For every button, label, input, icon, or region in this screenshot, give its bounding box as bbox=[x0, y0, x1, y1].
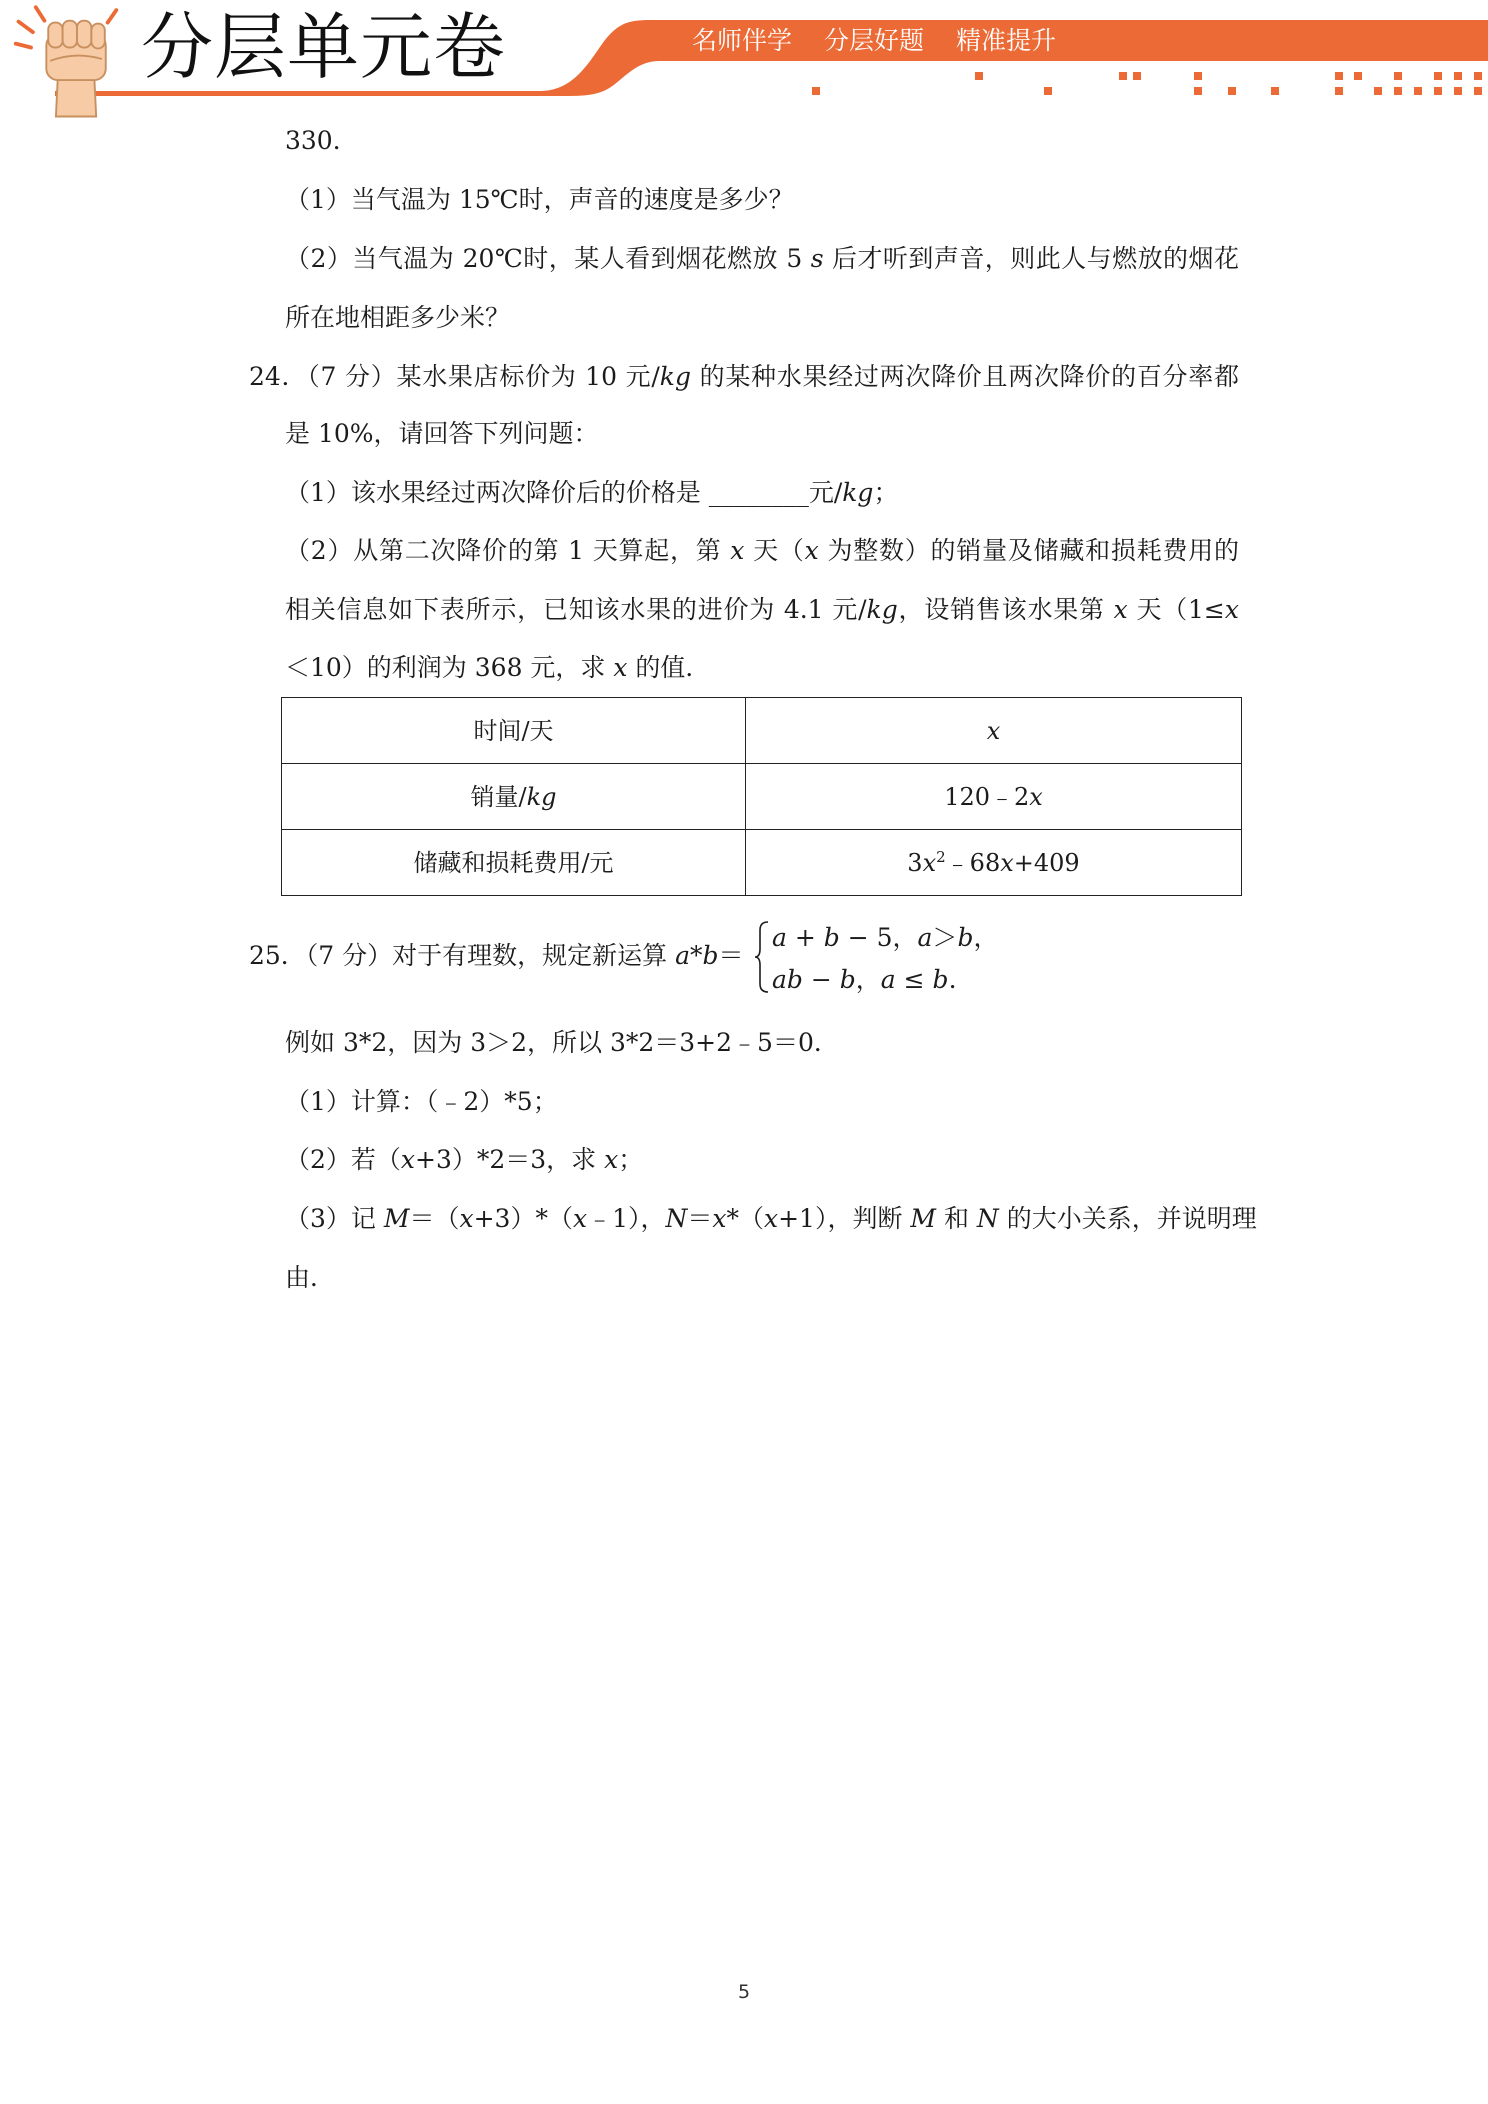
text-run: +3）*2＝3，求 bbox=[415, 1145, 605, 1174]
question-line bbox=[249, 360, 1239, 394]
text-run: ＝ bbox=[718, 941, 744, 970]
italic-variable: x bbox=[804, 536, 819, 565]
question-line bbox=[285, 1026, 839, 1060]
question-line bbox=[285, 1085, 558, 1119]
italic-variable: N bbox=[665, 1204, 688, 1233]
piecewise-case bbox=[772, 963, 957, 997]
text-run: 的某种水果经过两次降价且两次降价的百分率都 bbox=[690, 362, 1239, 391]
question-line bbox=[285, 534, 1239, 568]
text-run: 天（ bbox=[744, 536, 805, 565]
table-label-cell bbox=[282, 830, 746, 896]
decorative-dots bbox=[812, 72, 1482, 95]
italic-variable: x bbox=[986, 716, 1001, 745]
text-run: − 5， bbox=[839, 923, 918, 952]
text-run: 120﹣2 bbox=[944, 782, 1030, 811]
text-run: （3）记 bbox=[285, 1204, 384, 1233]
text-run: +3）*（ bbox=[473, 1204, 573, 1233]
italic-variable: a bbox=[675, 941, 691, 970]
text-run: 天（1≤ bbox=[1127, 595, 1225, 624]
question-line bbox=[285, 651, 710, 685]
text-run: 后才听到声音，则此人与燃放的烟花 bbox=[823, 244, 1239, 273]
superscript-text: 2 bbox=[936, 847, 946, 866]
italic-variable: kg bbox=[842, 478, 874, 507]
italic-variable: a bbox=[917, 923, 933, 952]
slogan-item: 精准提升 bbox=[955, 26, 1056, 55]
italic-variable: x bbox=[1224, 595, 1239, 624]
text-run: − bbox=[802, 965, 840, 994]
text-run: 由． bbox=[285, 1263, 336, 1292]
text-run: ， bbox=[973, 923, 999, 952]
question-line bbox=[285, 242, 1239, 276]
data-table bbox=[281, 697, 1242, 896]
text-run: 是 10%，请回答下列问题： bbox=[285, 419, 599, 448]
italic-variable: x bbox=[459, 1204, 474, 1233]
italic-variable: a bbox=[880, 965, 896, 994]
text-run: 为整数）的销量及储藏和损耗费用的 bbox=[818, 536, 1240, 565]
text-run: . bbox=[948, 965, 957, 994]
question-line bbox=[285, 476, 898, 510]
table-row bbox=[282, 830, 1242, 896]
question-line bbox=[285, 183, 794, 217]
text-run: （1）该水果经过两次降价后的价格是 ________元/ bbox=[285, 478, 843, 507]
text-run: 时间/天 bbox=[473, 716, 554, 745]
table-value-cell bbox=[746, 830, 1242, 896]
question-line bbox=[285, 1143, 643, 1177]
italic-variable: ab bbox=[772, 965, 803, 994]
table-row bbox=[282, 764, 1242, 830]
text-run: 相关信息如下表所示，已知该水果的进价为 4.1 元/ bbox=[285, 595, 867, 624]
table-label-cell bbox=[282, 698, 746, 764]
italic-variable: a bbox=[772, 923, 787, 952]
italic-variable: b bbox=[702, 941, 719, 970]
italic-variable: x bbox=[1029, 782, 1043, 811]
italic-variable: b bbox=[957, 923, 974, 952]
text-run: +1），判断 bbox=[778, 1204, 911, 1233]
text-run: ≤ bbox=[895, 965, 933, 994]
italic-variable: x bbox=[763, 1204, 779, 1233]
question-line bbox=[285, 124, 358, 158]
text-run: ﹣68 bbox=[945, 848, 1001, 877]
slogan-item: 名师伴学 bbox=[692, 26, 793, 55]
slogan-item: 分层好题 bbox=[823, 26, 924, 55]
italic-variable: x bbox=[613, 653, 628, 682]
question-line bbox=[285, 1202, 1257, 1236]
italic-variable: s bbox=[810, 244, 824, 273]
text-run: 24．（7 分）某水果店标价为 10 元/ bbox=[249, 362, 660, 391]
question-line bbox=[285, 1261, 335, 1295]
text-run: 例如 3*2，因为 3＞2，所以 3*2＝3+2﹣5＝0． bbox=[285, 1028, 839, 1057]
italic-variable: M bbox=[910, 1204, 937, 1233]
question-line bbox=[285, 417, 599, 451]
text-run: 的值． bbox=[627, 653, 711, 682]
text-run: ＝ bbox=[687, 1204, 713, 1233]
italic-variable: x bbox=[572, 1204, 588, 1233]
italic-variable: x bbox=[730, 536, 745, 565]
italic-variable: M bbox=[383, 1204, 410, 1233]
text-run: ＞ bbox=[932, 923, 958, 952]
table-value-cell bbox=[746, 764, 1242, 830]
text-run: 和 bbox=[936, 1204, 977, 1233]
italic-variable: x bbox=[604, 1145, 619, 1174]
text-run: ； bbox=[873, 478, 899, 507]
italic-variable: b bbox=[932, 965, 949, 994]
text-run: 所在地相距多少米？ bbox=[285, 303, 511, 332]
italic-variable: x bbox=[922, 848, 937, 877]
text-run: * bbox=[690, 941, 703, 970]
question-line bbox=[285, 301, 510, 335]
brand-title: 分层单元卷 bbox=[141, 5, 507, 89]
text-run: （2）若（ bbox=[285, 1145, 401, 1174]
page-number: 5 bbox=[737, 1981, 751, 2003]
italic-variable: kg bbox=[659, 362, 691, 391]
text-run: ﹣1）， bbox=[587, 1204, 666, 1233]
text-run: *（ bbox=[726, 1204, 764, 1233]
text-run: ＜10）的利润为 368 元，求 bbox=[285, 653, 614, 682]
text-run: （1）当气温为 15℃时，声音的速度是多少？ bbox=[285, 185, 794, 214]
text-run: + bbox=[786, 923, 824, 952]
table-value-cell bbox=[746, 698, 1242, 764]
text-run: （2）当气温为 20℃时，某人看到烟花燃放 5 bbox=[285, 244, 811, 273]
text-run: ，设销售该水果第 bbox=[897, 595, 1114, 624]
italic-variable: kg bbox=[866, 595, 898, 624]
table-row bbox=[282, 698, 1242, 764]
text-run: 销量/ bbox=[470, 782, 527, 811]
text-run: 25．（7 分）对于有理数，规定新运算 bbox=[249, 941, 676, 970]
italic-variable: x bbox=[1113, 595, 1128, 624]
brace-symbol bbox=[754, 921, 770, 993]
text-run: 储藏和损耗费用/元 bbox=[413, 848, 614, 877]
text-run: 3 bbox=[907, 848, 923, 877]
question-line bbox=[285, 593, 1239, 627]
text-run: +409 bbox=[1013, 848, 1080, 877]
slogan-banner bbox=[692, 20, 1056, 61]
italic-variable: b bbox=[839, 965, 856, 994]
italic-variable: x bbox=[712, 1204, 727, 1233]
piecewise-case bbox=[772, 921, 998, 955]
fist-icon bbox=[8, 0, 123, 118]
table-label-cell bbox=[282, 764, 746, 830]
question-line bbox=[249, 939, 744, 973]
text-run: 330． bbox=[285, 126, 358, 155]
italic-variable: N bbox=[976, 1204, 999, 1233]
italic-variable: kg bbox=[526, 782, 557, 811]
text-run: ， bbox=[855, 965, 881, 994]
italic-variable: x bbox=[400, 1145, 416, 1174]
italic-variable: x bbox=[1000, 848, 1014, 877]
italic-variable: b bbox=[823, 923, 840, 952]
text-run: ＝（ bbox=[409, 1204, 460, 1233]
text-run: （2）从第二次降价的第 1 天算起，第 bbox=[285, 536, 731, 565]
text-run: （1）计算：（﹣2）*5； bbox=[285, 1087, 558, 1116]
text-run: 的大小关系，并说明理 bbox=[998, 1204, 1257, 1233]
text-run: ； bbox=[618, 1145, 644, 1174]
